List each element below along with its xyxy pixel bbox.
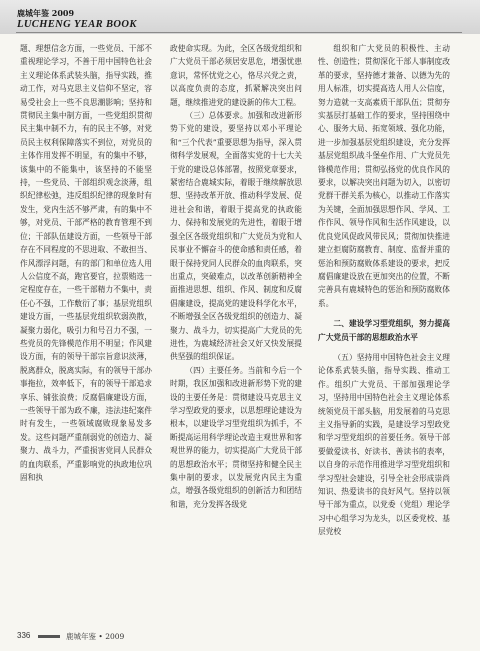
- text-column-1: [20, 42, 152, 484]
- yearbook-subtitle: LUCHENG YEAR BOOK: [17, 19, 137, 30]
- paragraph: 题、理想信念方面，一些党员、干部不重视理论学习，不善于用中国特色社会主义理论体系武装头脑，指导实践，推动工作，对马克思主义信仰不坚定，容易受社会上一些不良思潮影响；坚持和贯彻民主集中制方面，一些党组织贯彻民主集中制不力，有的民主不够，对党员民主权利保障落实不到位，对党员的主体作用发挥不明显，有的集中不够，该集中的不能集中，该坚持的不能坚持，一些党员、干部组织观念淡薄，组织纪律松弛，违反组织纪律的现象时有发生，党内生活不够严肃，有的集中不够，对党员、干部严格的教育管理不到位；干部队伍建设方面，一些领导干部存在不同程度的不思进取、不敢担当、作风漂浮问题，有的部门和单位选人用人公信度不高，跑官要官，拉票贿选一定程度存在，一些干部精力不集中，责任心不强，工作敷衍了事；基层党组织建设方面，一些基层党组织软弱涣散，凝聚力弱化，吸引力和号召力不强，一些党员的先锋模范作用不明显；作风建设方面，有的领导干部宗旨意识淡薄，脱离群众，脱离实际，有的领导干部办事拖拉，效率低下，有的领导干部追求享乐、铺张浪费；反腐倡廉建设方面，一些领导干部为政不廉，违法违纪案件时有发生，一些领域腐败现象易发多发。这些问题严重削弱党的创造力、凝聚力、战斗力，严重损害党同人民群众的血肉联系，严重影响党的执政地位巩固和执: [20, 44, 152, 482]
- section-general-requirements: （三）总体要求。加强和改进新形势下党的建设，要坚持以邓小平理论和“三个代表”重要思想为指导，深入贯彻科学发展观，全面落实党的十七大关于党的建设总体部署，按照党章要求，紧密结合鹿城实际，着眼于继续解放思想、坚持改革开放、推动科学发展、促进社会和谐，着眼于提高党的执政能力、保持和发展党的先进性，着眼于增强全区各级党组织和广大党员为党和人民事业不懈奋斗的使命感和责任感，着眼于保持党同人民群众的血肉联系，突出重点，突破难点，以改革创新精神全面推进思想、组织、作风、制度和反腐倡廉建设，提高党的建设科学化水平，不断增强全区各级党组织的创造力、凝聚力、战斗力，切实提高广大党员的先进性，为鹿城经济社会又好又快发展提供坚强的组织保证。: [170, 111, 302, 362]
- footer-book-title: 鹿城年鉴 • 2009: [66, 632, 125, 641]
- text-column-3: [318, 42, 450, 539]
- section-paragraph: （五）坚持用中国特色社会主义理论体系武装头脑，指导实践、推动工作。组织广大党员、干部加强理论学习，坚持用中国特色社会主义理论体系统领党员干部头脑，用发展着的马克思主义指导新的实践，是建设学习型政党和学习型党组织的首要任务。领导干部要做爱读书、好读书、善读书的表率，以自身的示范作用推进学习型党组织和学习型社会建设，引导全社会形成崇尚知识、热爱读书的良好风气。坚持以领导干部为重点，以党委（党组）理论学习中心组学习为龙头，以区委党校、基层党校: [318, 352, 450, 537]
- header-divider: [16, 32, 462, 33]
- text-column-2: [170, 42, 302, 511]
- page-footer: [0, 630, 480, 644]
- section-main-tasks: （四）主要任务。当前和今后一个时期，我区加强和改进新形势下党的建设的主要任务是：贯彻建设马克思主义学习型政党的要求，以思想理论建设为根本，以建设学习型党组织为抓手，不断提高运用科学理论改造主观世界和客观世界的能力，切实提高广大党员干部的思想政治水平；贯彻坚持和健全民主集中制的要求，以发展党内民主为重点，增强各级党组织的创新活力和团结和谐，充分发挥各级党: [170, 365, 302, 509]
- paragraph: 组织和广大党员的积极性、主动性、创造性；贯彻深化干部人事制度改革的要求，坚持德才兼备、以德为先的用人标准，切实提高选人用人公信度，努力造就一支高素质干部队伍；贯彻夯实基层打基础工作的要求，坚持围绕中心、服务大局、拓宽领域、强化功能，进一步加强基层党组织建设，充分发挥基层党组织战斗堡垒作用、广大党员先锋模范作用；贯彻弘扬党的优良作风的要求，以解决突出问题为切入，以密切党群干群关系为核心，以推动工作落实为关键，全面加强思想作风、学风、工作作风、领导作风和生活作风建设，以优良党风促政风带民风；贯彻加快推进建立拒腐防腐教育、制度、监督并重的惩治和预防腐败体系建设的要求，把反腐倡廉建设放在更加突出的位置，不断完善具有鹿城特色的惩治和预防腐败体系。: [318, 44, 450, 308]
- footer-bar: [38, 635, 60, 638]
- page-number: 336: [17, 631, 31, 640]
- yearbook-title: 鹿城年鉴 2009: [17, 8, 75, 18]
- section-heading: 二、建设学习型党组织，努力提高广大党员干部的思想政治水平: [318, 319, 450, 342]
- paragraph: 政使命实现。为此，全区各级党组织和广大党员干部必须居安思危，增强忧患意识，常怀忧党之心，恪尽兴党之责，以高度负责的态度，抓紧解决突出问题，继续推进党的建设新的伟大工程。: [170, 44, 302, 107]
